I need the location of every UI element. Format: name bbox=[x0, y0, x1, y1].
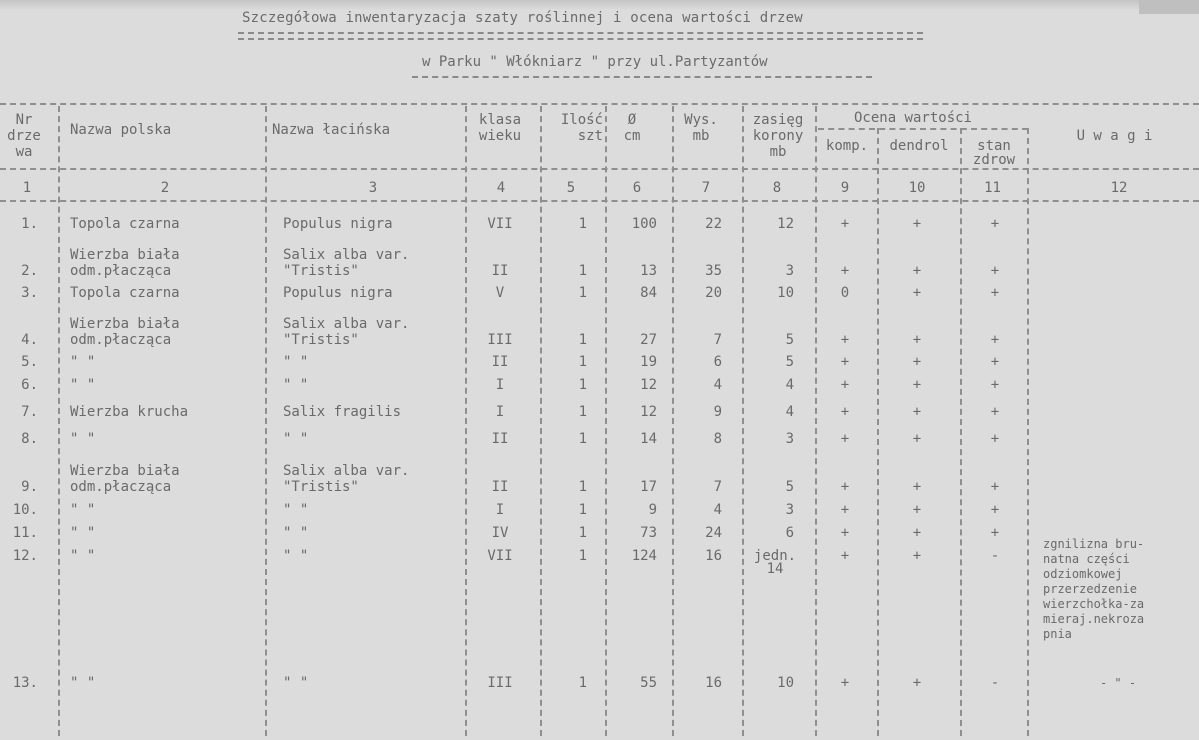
age-class: I bbox=[495, 377, 505, 393]
header-nr: Nr bbox=[15, 112, 33, 128]
diameter: 84 bbox=[640, 285, 657, 301]
column-divider bbox=[58, 106, 60, 736]
row-number: 6. bbox=[21, 377, 38, 393]
header-count: Ilość bbox=[560, 112, 603, 128]
row-number: 10. bbox=[12, 502, 38, 518]
notes: - " - bbox=[1099, 676, 1137, 690]
header-age-class: wieku bbox=[478, 128, 522, 144]
notes: pnia bbox=[1043, 627, 1072, 641]
value-dendrol: + bbox=[912, 377, 922, 393]
value-health: + bbox=[990, 525, 1000, 541]
value-dendrol: + bbox=[912, 525, 922, 541]
diameter: 9 bbox=[648, 502, 657, 518]
age-class: II bbox=[491, 479, 509, 495]
latin-name: Salix alba var. bbox=[283, 316, 410, 332]
polish-name: " " bbox=[70, 502, 96, 518]
polish-name: odm.płacząca bbox=[70, 332, 172, 348]
polish-name: odm.płacząca bbox=[70, 263, 172, 279]
column-number: 8 bbox=[772, 180, 782, 196]
value-dendrol: + bbox=[912, 285, 922, 301]
header-latin-name: Nazwa łacińska bbox=[272, 122, 391, 138]
diameter: 27 bbox=[640, 332, 657, 348]
latin-name: Populus nigra bbox=[283, 285, 393, 301]
column-number: 2 bbox=[160, 180, 170, 196]
height: 4 bbox=[713, 502, 722, 518]
crown-range: 10 bbox=[777, 675, 794, 691]
crown-range: 3 bbox=[785, 502, 794, 518]
crown-range: 3 bbox=[785, 263, 794, 279]
value-health: + bbox=[990, 502, 1000, 518]
age-class: VII bbox=[487, 216, 513, 232]
polish-name: Wierzba krucha bbox=[70, 404, 189, 420]
notes: mieraj.nekroza bbox=[1043, 612, 1145, 626]
value-health: + bbox=[990, 431, 1000, 447]
header-notes: U w a g i bbox=[1076, 128, 1153, 144]
header-diameter: cm bbox=[623, 128, 641, 144]
age-class: I bbox=[495, 502, 505, 518]
latin-name: " " bbox=[283, 548, 309, 564]
row-number: 12. bbox=[12, 548, 38, 564]
notes: przerzedzenie bbox=[1043, 582, 1137, 596]
count: 1 bbox=[578, 285, 587, 301]
value-comp: + bbox=[840, 525, 850, 541]
height: 6 bbox=[713, 354, 722, 370]
crown-range: 6 bbox=[785, 525, 794, 541]
value-health: + bbox=[990, 263, 1000, 279]
value-comp: + bbox=[840, 354, 850, 370]
height: 7 bbox=[713, 479, 722, 495]
header-health: stan bbox=[977, 138, 1011, 154]
column-number: 5 bbox=[566, 180, 576, 196]
value-health: - bbox=[990, 548, 1000, 564]
age-class: II bbox=[491, 431, 509, 447]
header-mid-rule bbox=[0, 168, 1199, 170]
header-health: zdrow bbox=[972, 152, 1016, 168]
value-dendrol: + bbox=[912, 354, 922, 370]
value-dendrol: + bbox=[912, 431, 922, 447]
column-divider bbox=[265, 106, 267, 736]
value-comp: + bbox=[840, 377, 850, 393]
value-dendrol: + bbox=[912, 502, 922, 518]
column-number: 3 bbox=[368, 180, 378, 196]
notes: zgnilizna bru- bbox=[1043, 537, 1145, 551]
polish-name: Wierzba biała bbox=[70, 316, 180, 332]
age-class: III bbox=[487, 675, 513, 691]
header-comp: komp. bbox=[825, 138, 869, 154]
polish-name: " " bbox=[70, 675, 96, 691]
value-comp: + bbox=[840, 675, 850, 691]
header-crown-range: mb bbox=[769, 144, 787, 160]
polish-name: Topola czarna bbox=[70, 216, 180, 232]
row-number: 3. bbox=[21, 285, 38, 301]
crown-range: 5 bbox=[785, 479, 794, 495]
polish-name: " " bbox=[70, 377, 96, 393]
latin-name: " " bbox=[283, 377, 309, 393]
column-number: 4 bbox=[496, 180, 506, 196]
header-dendrol: dendrol bbox=[889, 138, 949, 154]
latin-name: " " bbox=[283, 675, 309, 691]
polish-name: " " bbox=[70, 354, 96, 370]
age-class: III bbox=[487, 332, 513, 348]
value-dendrol: + bbox=[912, 404, 922, 420]
value-group-underline bbox=[818, 128, 1028, 130]
header-diameter: Ø bbox=[627, 112, 637, 128]
count: 1 bbox=[578, 502, 587, 518]
notes: natna części bbox=[1043, 552, 1130, 566]
notes: wierzchołka-za bbox=[1043, 597, 1145, 611]
value-health: - bbox=[990, 675, 1000, 691]
value-health: + bbox=[990, 354, 1000, 370]
crown-range: jedn. bbox=[753, 548, 797, 564]
scan-corner bbox=[1139, 0, 1199, 14]
value-comp: 0 bbox=[840, 285, 850, 301]
count: 1 bbox=[578, 263, 587, 279]
height: 20 bbox=[705, 285, 722, 301]
count: 1 bbox=[578, 216, 587, 232]
column-divider bbox=[540, 106, 542, 736]
diameter: 124 bbox=[631, 548, 657, 564]
polish-name: Topola czarna bbox=[70, 285, 180, 301]
latin-name: Populus nigra bbox=[283, 216, 393, 232]
age-class: II bbox=[491, 354, 509, 370]
count: 1 bbox=[578, 431, 587, 447]
header-age-class: klasa bbox=[478, 112, 522, 128]
value-dendrol: + bbox=[912, 675, 922, 691]
height: 9 bbox=[713, 404, 722, 420]
height: 4 bbox=[713, 377, 722, 393]
header-polish-name: Nazwa polska bbox=[70, 122, 172, 138]
column-number: 1 bbox=[22, 180, 32, 196]
latin-name: Salix alba var. bbox=[283, 463, 410, 479]
latin-name: "Tristis" bbox=[283, 479, 359, 495]
diameter: 17 bbox=[640, 479, 657, 495]
polish-name: " " bbox=[70, 431, 96, 447]
document-subtitle: w Parku " Włókniarz " przy ul.Partyzantów bbox=[422, 54, 768, 70]
crown-range: 5 bbox=[785, 332, 794, 348]
age-class: VII bbox=[487, 548, 513, 564]
diameter: 12 bbox=[640, 404, 657, 420]
row-number: 7. bbox=[21, 404, 38, 420]
diameter: 73 bbox=[640, 525, 657, 541]
height: 24 bbox=[705, 525, 722, 541]
column-number: 12 bbox=[1110, 180, 1128, 196]
value-comp: + bbox=[840, 548, 850, 564]
column-number: 9 bbox=[840, 180, 850, 196]
height: 16 bbox=[705, 675, 722, 691]
title-underline bbox=[238, 32, 923, 34]
row-number: 1. bbox=[21, 216, 38, 232]
value-comp: + bbox=[840, 431, 850, 447]
diameter: 100 bbox=[631, 216, 657, 232]
polish-name: Wierzba biała bbox=[70, 247, 180, 263]
value-dendrol: + bbox=[912, 332, 922, 348]
height: 7 bbox=[713, 332, 722, 348]
row-number: 4. bbox=[21, 332, 38, 348]
value-dendrol: + bbox=[912, 263, 922, 279]
value-comp: + bbox=[840, 263, 850, 279]
column-numbers-rule bbox=[0, 200, 1199, 202]
height: 22 bbox=[705, 216, 722, 232]
age-class: V bbox=[495, 285, 505, 301]
value-comp: + bbox=[840, 332, 850, 348]
header-nr: wa bbox=[15, 144, 33, 160]
value-comp: + bbox=[840, 479, 850, 495]
height: 8 bbox=[713, 431, 722, 447]
latin-name: Salix fragilis bbox=[283, 404, 402, 420]
value-comp: + bbox=[840, 404, 850, 420]
column-divider bbox=[465, 106, 467, 736]
crown-range: 3 bbox=[785, 431, 794, 447]
row-number: 11. bbox=[12, 525, 38, 541]
count: 1 bbox=[578, 404, 587, 420]
column-divider bbox=[672, 106, 674, 736]
header-count: szt bbox=[577, 128, 603, 144]
column-number: 6 bbox=[632, 180, 642, 196]
age-class: I bbox=[495, 404, 505, 420]
column-divider bbox=[605, 106, 607, 736]
count: 1 bbox=[578, 675, 587, 691]
document-title: Szczegółowa inwentaryzacja szaty roślinnej i ocena wartości drzew bbox=[242, 10, 803, 26]
header-height: Wys. bbox=[684, 112, 718, 128]
column-divider bbox=[815, 106, 817, 736]
header-crown-range: zasięg bbox=[752, 112, 804, 128]
latin-name: " " bbox=[283, 354, 309, 370]
latin-name: "Tristis" bbox=[283, 263, 359, 279]
subtitle-underline bbox=[412, 76, 872, 78]
latin-name: Salix alba var. bbox=[283, 247, 410, 263]
polish-name: Wierzba biała bbox=[70, 463, 180, 479]
crown-range: 10 bbox=[777, 285, 794, 301]
diameter: 12 bbox=[640, 377, 657, 393]
height: 35 bbox=[705, 263, 722, 279]
scan-edge bbox=[0, 0, 1199, 10]
value-dendrol: + bbox=[912, 548, 922, 564]
polish-name: " " bbox=[70, 525, 96, 541]
latin-name: "Tristis" bbox=[283, 332, 359, 348]
count: 1 bbox=[578, 377, 587, 393]
row-number: 13. bbox=[12, 675, 38, 691]
diameter: 19 bbox=[640, 354, 657, 370]
polish-name: " " bbox=[70, 548, 96, 564]
count: 1 bbox=[578, 548, 587, 564]
crown-range: 4 bbox=[785, 404, 794, 420]
age-class: IV bbox=[491, 525, 509, 541]
row-number: 2. bbox=[21, 263, 38, 279]
header-nr: drze bbox=[7, 128, 41, 144]
latin-name: " " bbox=[283, 431, 309, 447]
header-value-assessment: Ocena wartości bbox=[853, 110, 972, 126]
header-crown-range: korony bbox=[752, 128, 804, 144]
crown-range: 4 bbox=[785, 377, 794, 393]
count: 1 bbox=[578, 332, 587, 348]
value-health: + bbox=[990, 332, 1000, 348]
row-number: 9. bbox=[21, 479, 38, 495]
crown-range: 14 bbox=[766, 561, 784, 577]
notes: odziomkowej bbox=[1043, 567, 1123, 581]
column-number: 11 bbox=[984, 180, 1001, 196]
value-health: + bbox=[990, 285, 1000, 301]
title-underline-second bbox=[238, 38, 923, 40]
value-health: + bbox=[990, 404, 1000, 420]
polish-name: odm.płacząca bbox=[70, 479, 172, 495]
diameter: 14 bbox=[640, 431, 657, 447]
column-number: 10 bbox=[908, 180, 926, 196]
value-dendrol: + bbox=[912, 216, 922, 232]
row-number: 5. bbox=[21, 354, 38, 370]
diameter: 55 bbox=[640, 675, 657, 691]
column-divider bbox=[742, 106, 744, 736]
age-class: II bbox=[491, 263, 509, 279]
value-health: + bbox=[990, 216, 1000, 232]
row-number: 8. bbox=[21, 431, 38, 447]
header-height: mb bbox=[692, 128, 710, 144]
value-health: + bbox=[990, 479, 1000, 495]
crown-range: 5 bbox=[785, 354, 794, 370]
crown-range: 12 bbox=[777, 216, 794, 232]
header-top-rule bbox=[0, 103, 1199, 105]
value-health: + bbox=[990, 377, 1000, 393]
latin-name: " " bbox=[283, 525, 309, 541]
diameter: 13 bbox=[640, 263, 657, 279]
count: 1 bbox=[578, 525, 587, 541]
count: 1 bbox=[578, 354, 587, 370]
column-number: 7 bbox=[701, 180, 711, 196]
value-dendrol: + bbox=[912, 479, 922, 495]
latin-name: " " bbox=[283, 502, 309, 518]
value-comp: + bbox=[840, 502, 850, 518]
count: 1 bbox=[578, 479, 587, 495]
height: 16 bbox=[705, 548, 722, 564]
value-comp: + bbox=[840, 216, 850, 232]
